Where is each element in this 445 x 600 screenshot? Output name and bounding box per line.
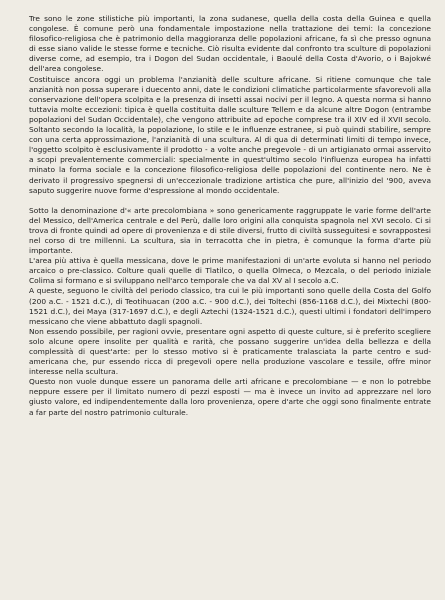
paragraph-age-problem: Costituisce ancora oggi un problema l'anzianità delle sculture africane. Si ritiene comunque che tale anzianità non possa superare i duecento anni, date le condizioni climatiche particolarmente sfavorevoli alla conservazione dell'opera scolpita e la presenza di insetti assai nocivi per il legno. A questa norma si hanno tuttavia molte eccezioni: tipica è quella costituita dalle sculture Tellem e da alcune altre Dogon (entrambe popolazioni del Sudan Occidentale), che vengono attribuite ad epoche comprese tra il XIV ed il XVII secolo. Soltanto secondo la località, la popolazione, lo stile e le influenze estranee, si può quindi stabilire, sempre con una certa approssimazione, l'anzianità di una scultura. Al di qua di determinati limiti di tempo invece, l'oggetto scolpito è esclusivamente il prodotto - a volte anche pregevole - di un artigianato ormai asservito a scopi prevalentemente commerciali: specialmente in quest'ultimo secolo l'influenza europea ha infatti minato la forma sociale e la concezione filosofico-religiosa delle popolazioni del continente nero. Ne è derivato il progressivo spegnersi di un'eccezionale tradizione artistica che pure, all'inizio del '900, aveva saputo suggerire nuove forme d'espressione al mondo occidentale.: [29, 74, 431, 195]
paragraph-selection: Non essendo possibile, per ragioni ovvie, presentare ogni aspetto di queste culture, si è preferito scegliere solo alcune opere insolite per qualità e rarità, che possano suggerire un'idea della bellezza e della complessità di quest'arte: per lo stesso motivo si è praticamente tralasciata la parte centro e sud-americana che, pur essendo ricca di pregevoli opere nella produzione vascolare e tessile, offre minor interesse nella scultura.: [29, 326, 431, 377]
paragraph-style-zones: Tre sono le zone stilistiche più importanti, la zona sudanese, quella della costa della Guinea e quella congolese. È comune però una fondamentale impostazione nella trattazione dei temi: la concezione filosofico-religiosa che è patrimonio della maggioranza delle popolazioni africane, fa sì che presso ognuna di esse siano valide le stesse forme e tecniche. Ciò risulta evidente dal confronto tra sculture di popolazioni diverse come, ad esempio, tra i Dogon del Sudan occidentale, i Baoulé della Costa d'Avorio, o i Bajokwé dell'area congolese.: [29, 14, 431, 74]
paragraph-mexican-area: L'area più attiva è quella messicana, dove le prime manifestazioni di un'arte evoluta si hanno nel periodo arcaico o pre-classico. Colture quali quelle di Tlatilco, o quella Olmeca, o Mezcala, o del periodo iniziale Colima si formano e si sviluppano nell'arco temporale che va dal XV al I secolo a.C.: [29, 256, 431, 286]
section-divider-space: [29, 196, 431, 206]
paragraph-precolumbian-art: Sotto la denominazione d'« arte precolombiana » sono genericamente raggruppate le varie forme dell'arte del Messico, dell'America centrale e del Perù, dalle loro origini alla conquista spagnola nel XVI secolo. Ci si trova di fronte quindi ad opere di provenienza e di stile diversi, frutto di civiltà susseguitesi e sovrappostesi nel corso di tre millenni. La scultura, sia in terracotta che in pietra, è comunque la forma d'arte più importante.: [29, 205, 431, 256]
page-bottom-edge: [0, 594, 445, 600]
paragraph-classic-period: A queste, seguono le civiltà del periodo classico, tra cui le più importanti sono quelle della Costa del Golfo (200 a.C. - 1521 d.C.), di Teotihuacan (200 a.C. - 900 d.C.), dei Toltechi (856-1168 d.C.), dei Mixtechi (800-1521 d.C.), dei Maya (317-1697 d.C.), e degli Aztechi (1324-1521 d.C.), questi ultimi i fondatori dell'impero messicano che viene abbattuto dagli spagnoli.: [29, 286, 431, 326]
paragraph-invitation: Questo non vuole dunque essere un panorama delle arti africane e precolombiane — e non lo potrebbe neppure essere per il limitato numero di pezzi esposti — ma è invece un invito ad apprezzare nel loro giusto valore, ed indipendentemente dalla loro provenienza, opere d'arte che oggi sono finalmente entrate a far parte del nostro patrimonio culturale.: [29, 377, 431, 417]
